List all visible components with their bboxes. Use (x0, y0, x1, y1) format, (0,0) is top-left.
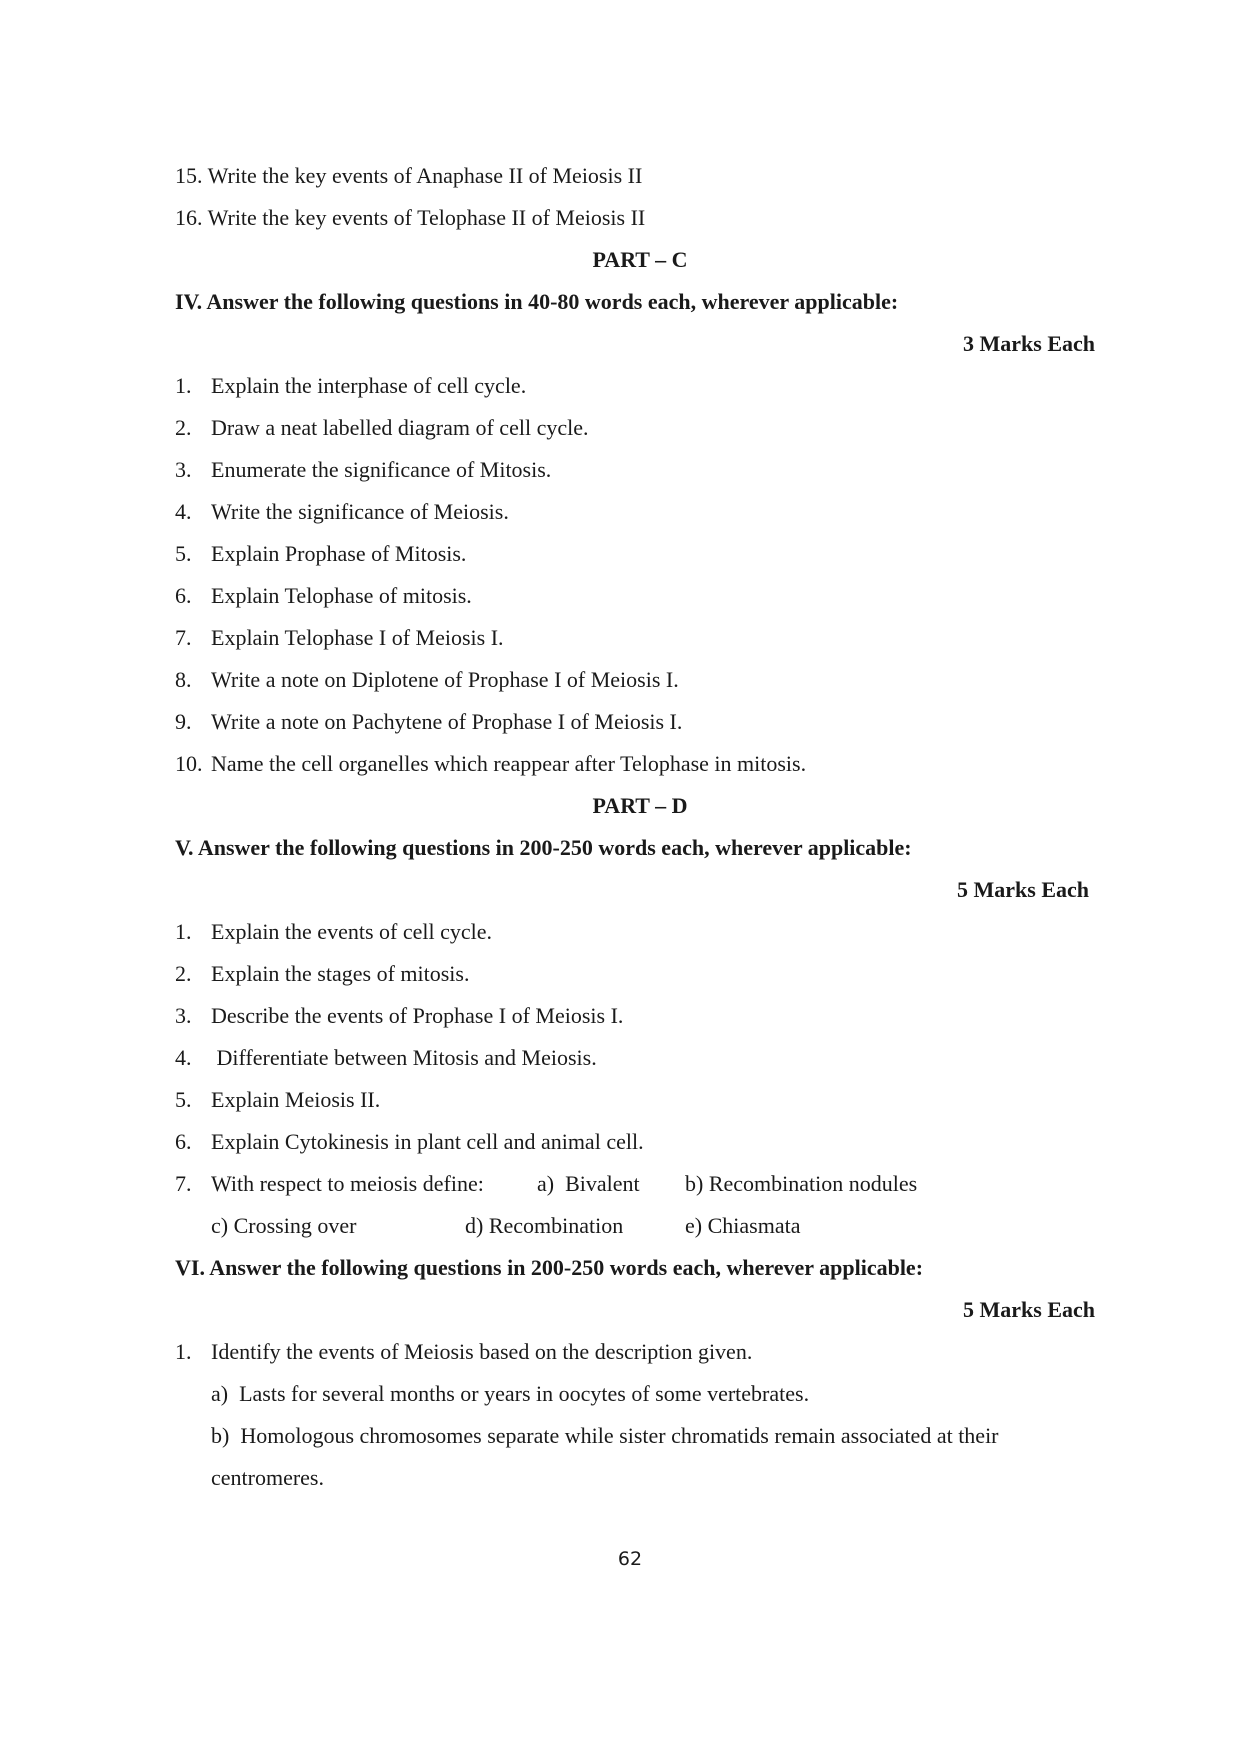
question-text: Explain Telophase of mitosis. (211, 583, 472, 608)
question-7-options (175, 1205, 1095, 1247)
option-d: d) Recombination (465, 1213, 624, 1238)
question-text: Write a note on Pachytene of Prophase I of Meiosis I. (211, 709, 683, 734)
list-item (175, 575, 1095, 617)
question-number: 7. (175, 1171, 192, 1196)
section-iv-marks: 3 Marks Each (963, 331, 1095, 356)
question-number: 2. (175, 961, 192, 986)
list-item (175, 743, 1095, 785)
question-number: 7. (175, 625, 192, 650)
question-number: 3. (175, 1003, 192, 1028)
question-number: 1. (175, 1339, 192, 1364)
question-number: 2. (175, 415, 192, 440)
question-text: Describe the events of Prophase I of Meiosis I. (211, 1003, 624, 1028)
option-c: c) Crossing over (211, 1213, 357, 1238)
list-item (175, 617, 1095, 659)
list-item (175, 365, 1095, 407)
question-16 (175, 197, 1095, 239)
question-7 (175, 1163, 1095, 1205)
list-item (175, 491, 1095, 533)
question-text: With respect to meiosis define: (211, 1171, 484, 1196)
question-number: 5. (175, 1087, 192, 1112)
question-number: 9. (175, 709, 192, 734)
question-number: 8. (175, 667, 192, 692)
question-text: Explain the stages of mitosis. (211, 961, 470, 986)
question-number: 16. (175, 205, 203, 230)
question-number: 1. (175, 373, 192, 398)
question-number: 10. (175, 751, 203, 776)
list-item (175, 1331, 1095, 1373)
question-text: Write the key events of Telophase II of Meiosis II (207, 205, 646, 230)
question-text: Explain Meiosis II. (211, 1087, 381, 1112)
question-number: 3. (175, 457, 192, 482)
question-text: Explain Cytokinesis in plant cell and animal cell. (211, 1129, 644, 1154)
list-item (175, 1037, 1095, 1079)
list-item (175, 407, 1095, 449)
section-vi-marks: 5 Marks Each (963, 1297, 1095, 1322)
option-a: a) Bivalent (537, 1171, 640, 1196)
option-b: b) Recombination nodules (685, 1171, 918, 1196)
question-text: Write a note on Diplotene of Prophase I of Meiosis I. (211, 667, 679, 692)
page-number: 62 (617, 1548, 643, 1570)
question-15 (175, 155, 1095, 197)
list-item (175, 659, 1095, 701)
question-text: Enumerate the significance of Mitosis. (211, 457, 552, 482)
part-d-heading: PART – D (592, 793, 688, 818)
question-number: 5. (175, 541, 192, 566)
question-text: Differentiate between Mitosis and Meiosis. (211, 1045, 597, 1070)
section-v-title: V. Answer the following questions in 200-250 words each, wherever applicable: (175, 835, 912, 860)
option-e: e) Chiasmata (685, 1213, 801, 1238)
section-iv-title: IV. Answer the following questions in 40-80 words each, wherever applicable: (175, 289, 899, 314)
list-item (175, 1079, 1095, 1121)
question-text: Explain the interphase of cell cycle. (211, 373, 527, 398)
list-item (175, 449, 1095, 491)
sub-question-b: b) Homologous chromosomes separate while sister chromatids remain associated at their (211, 1423, 999, 1448)
sub-question-a: a) Lasts for several months or years in oocytes of some vertebrates. (211, 1381, 810, 1406)
section-v-marks: 5 Marks Each (957, 877, 1089, 902)
question-number: 6. (175, 583, 192, 608)
question-number: 15. (175, 163, 203, 188)
question-number: 1. (175, 919, 192, 944)
sub-question-b-continued: centromeres. (211, 1465, 324, 1490)
list-item (175, 995, 1095, 1037)
document-page (175, 155, 1095, 1499)
list-item (175, 953, 1095, 995)
question-text: Write the key events of Anaphase II of Meiosis II (207, 163, 643, 188)
question-number: 6. (175, 1129, 192, 1154)
question-text: Explain Prophase of Mitosis. (211, 541, 467, 566)
question-text: Explain the events of cell cycle. (211, 919, 492, 944)
question-text: Write the significance of Meiosis. (211, 499, 509, 524)
question-text: Explain Telophase I of Meiosis I. (211, 625, 504, 650)
list-item (175, 533, 1095, 575)
part-c-heading: PART – C (592, 247, 688, 272)
list-item (175, 1121, 1095, 1163)
list-item (175, 701, 1095, 743)
list-item (175, 911, 1095, 953)
question-text: Draw a neat labelled diagram of cell cycle. (211, 415, 589, 440)
section-vi-title: VI. Answer the following questions in 200-250 words each, wherever applicable: (175, 1255, 924, 1280)
question-text: Identify the events of Meiosis based on the description given. (211, 1339, 753, 1364)
question-number: 4. (175, 1045, 192, 1070)
question-text: Name the cell organelles which reappear after Telophase in mitosis. (211, 751, 807, 776)
question-number: 4. (175, 499, 192, 524)
